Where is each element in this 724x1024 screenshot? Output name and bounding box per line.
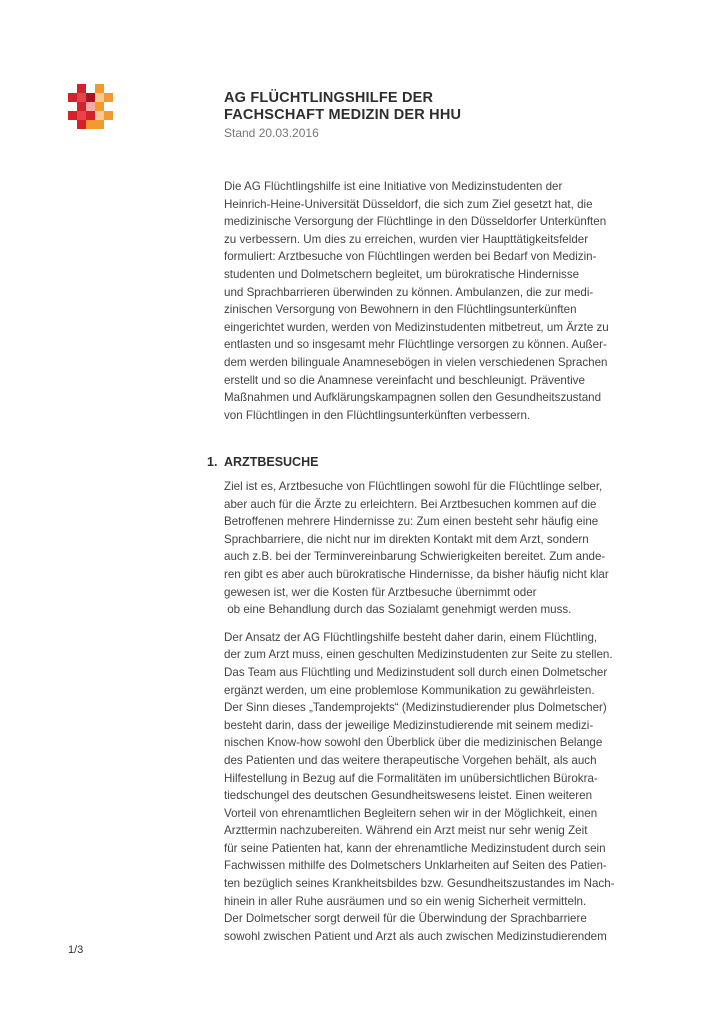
text-line: zinischen Versorgung von Bewohnern in den Flüchtlingsunterkünften: [224, 303, 577, 317]
text-line: Heinrich-Heine-Universität Düsseldorf, die sich zum Ziel gesetzt hat, die: [224, 197, 593, 211]
text-line: Betroffenen mehrere Hindernisse zu: Zum einen besteht sehr häufig eine: [224, 515, 599, 529]
page-number: 1/3: [68, 944, 84, 956]
cross-logo-icon: [68, 84, 122, 138]
text-line: ob eine Behandlung durch das Sozialamt genehmigt werden muss.: [224, 603, 572, 617]
intro-paragraph: [224, 178, 656, 424]
text-line: Arzttermin nachzubereiten. Während ein Arzt meist nur sehr wenig Zeit: [224, 824, 588, 838]
text-line: Das Team aus Flüchtling und Medizinstudent soll durch einen Dolmetscher: [224, 665, 608, 679]
text-line: aber auch für die Ärzte zu erleichtern. Bei Arztbesuchen kommen auf die: [224, 497, 597, 511]
text-line: Der Sinn dieses „Tandemprojekts“ (Medizinstudierender plus Dolmetscher): [224, 701, 607, 715]
text-line: tiedschungel des deutschen Gesundheitswesens leistet. Einen weiteren: [224, 789, 593, 803]
document-title: [224, 90, 461, 124]
text-line: des Patienten und das weitere therapeutische Vorgehen behält, als auch: [224, 753, 597, 767]
text-line: Der Ansatz der AG Flüchtlingshilfe besteht daher darin, einem Flüchtling,: [224, 630, 598, 644]
text-line: eingerichtet wurden, werden von Medizinstudenten mitbetreut, um Ärzte zu: [224, 320, 609, 334]
text-line: Hilfestellung in Bezug auf die Formalitäten im unübersichtlichen Bürokra-: [224, 771, 598, 785]
text-line: auch z.B. bei der Terminvereinbarung Schwierigkeiten bereitet. Zum ande-: [224, 550, 606, 564]
text-line: Der Dolmetscher sorgt derweil für die Überwindung der Sprachbarriere: [224, 912, 587, 926]
text-line: formuliert: Arztbesuche von Flüchtlingen werden bei Bedarf von Medizin-: [224, 250, 597, 264]
text-line: ten bezüglich seines Krankheitsbildes bzw. Gesundheitszustandes im Nach-: [224, 877, 615, 891]
paragraph-2: [224, 629, 656, 946]
text-line: gewesen ist, wer die Kosten für Arztbesuche übernimmt oder: [224, 585, 537, 599]
text-line: der zum Arzt muss, einen geschulten Medizinstudenten zur Seite zu stellen.: [224, 648, 613, 662]
text-line: Fachwissen mithilfe des Dolmetschers Unklarheiten auf Seiten des Patien-: [224, 859, 607, 873]
section-number: 1.: [207, 455, 218, 469]
text-line: ren gibt es aber auch bürokratische Hindernisse, da bisher häufig nicht klar: [224, 567, 609, 581]
text-line: und Sprachbarrieren überwinden zu können. Ambulanzen, die zur medi-: [224, 285, 594, 299]
text-line: sowohl zwischen Patient und Arzt als auch zwischen Medizinstudierendem: [224, 929, 607, 943]
section-title: ARZTBESUCHE: [224, 455, 319, 469]
text-line: entlasten und so insgesamt mehr Flüchtlinge versorgen zu können. Außer-: [224, 338, 607, 352]
text-line: studenten und Dolmetschern begleitet, um bürokratische Hindernisse: [224, 267, 580, 281]
text-line: Vorteil von ehrenamtlichen Begleitern sehen wir in der Möglichkeit, einen: [224, 806, 598, 820]
section-heading-arztbesuche: [207, 455, 318, 469]
text-line: zu verbessern. Um dies zu erreichen, wurden vier Haupttätigkeitsfelder: [224, 232, 589, 246]
document-header: [224, 90, 461, 140]
paragraph-1: [224, 478, 656, 619]
title-line-2: FACHSCHAFT MEDIZIN DER HHU: [224, 107, 462, 123]
text-line: Sprachbarriere, die nicht nur im direkten Kontakt mit dem Arzt, sondern: [224, 532, 589, 546]
document-date: Stand 20.03.2016: [224, 126, 319, 140]
text-line: erstellt und so die Anamnese vereinfacht und beschleunigt. Präventive: [224, 373, 585, 387]
text-line: besteht darin, dass der jeweilige Medizinstudierende mit seinem medizi-: [224, 718, 594, 732]
text-line: nischen Know-how sowohl den Überblick über die medizinischen Belange: [224, 736, 603, 750]
text-line: medizinische Versorgung der Flüchtlinge in den Düsseldorfer Unterkünften: [224, 215, 607, 229]
section-1-body: [224, 478, 656, 945]
text-line: Die AG Flüchtlingshilfe ist eine Initiative von Medizinstudenten der: [224, 180, 563, 193]
text-line: ergänzt werden, um eine problemlose Kommunikation zu gewährleisten.: [224, 683, 595, 697]
text-line: dem werden bilinguale Anamnesebögen in vielen verschiedenen Sprachen: [224, 355, 608, 369]
text-line: hinein in aller Ruhe ausräumen und so ein wenig Sicherheit vermitteln.: [224, 894, 587, 908]
text-line: Ziel ist es, Arztbesuche von Flüchtlingen sowohl für die Flüchtlinge selber,: [224, 480, 603, 493]
title-line-1: AG FLÜCHTLINGSHILFE DER: [224, 90, 434, 106]
text-line: für seine Patienten hat, kann der ehrenamtliche Medizinstudent durch sein: [224, 841, 606, 855]
text-line: von Flüchtlingen in den Flüchtlingsunterkünften verbessern.: [224, 408, 531, 422]
text-line: Maßnahmen und Aufklärungskampagnen sollen den Gesundheitszustand: [224, 391, 602, 405]
